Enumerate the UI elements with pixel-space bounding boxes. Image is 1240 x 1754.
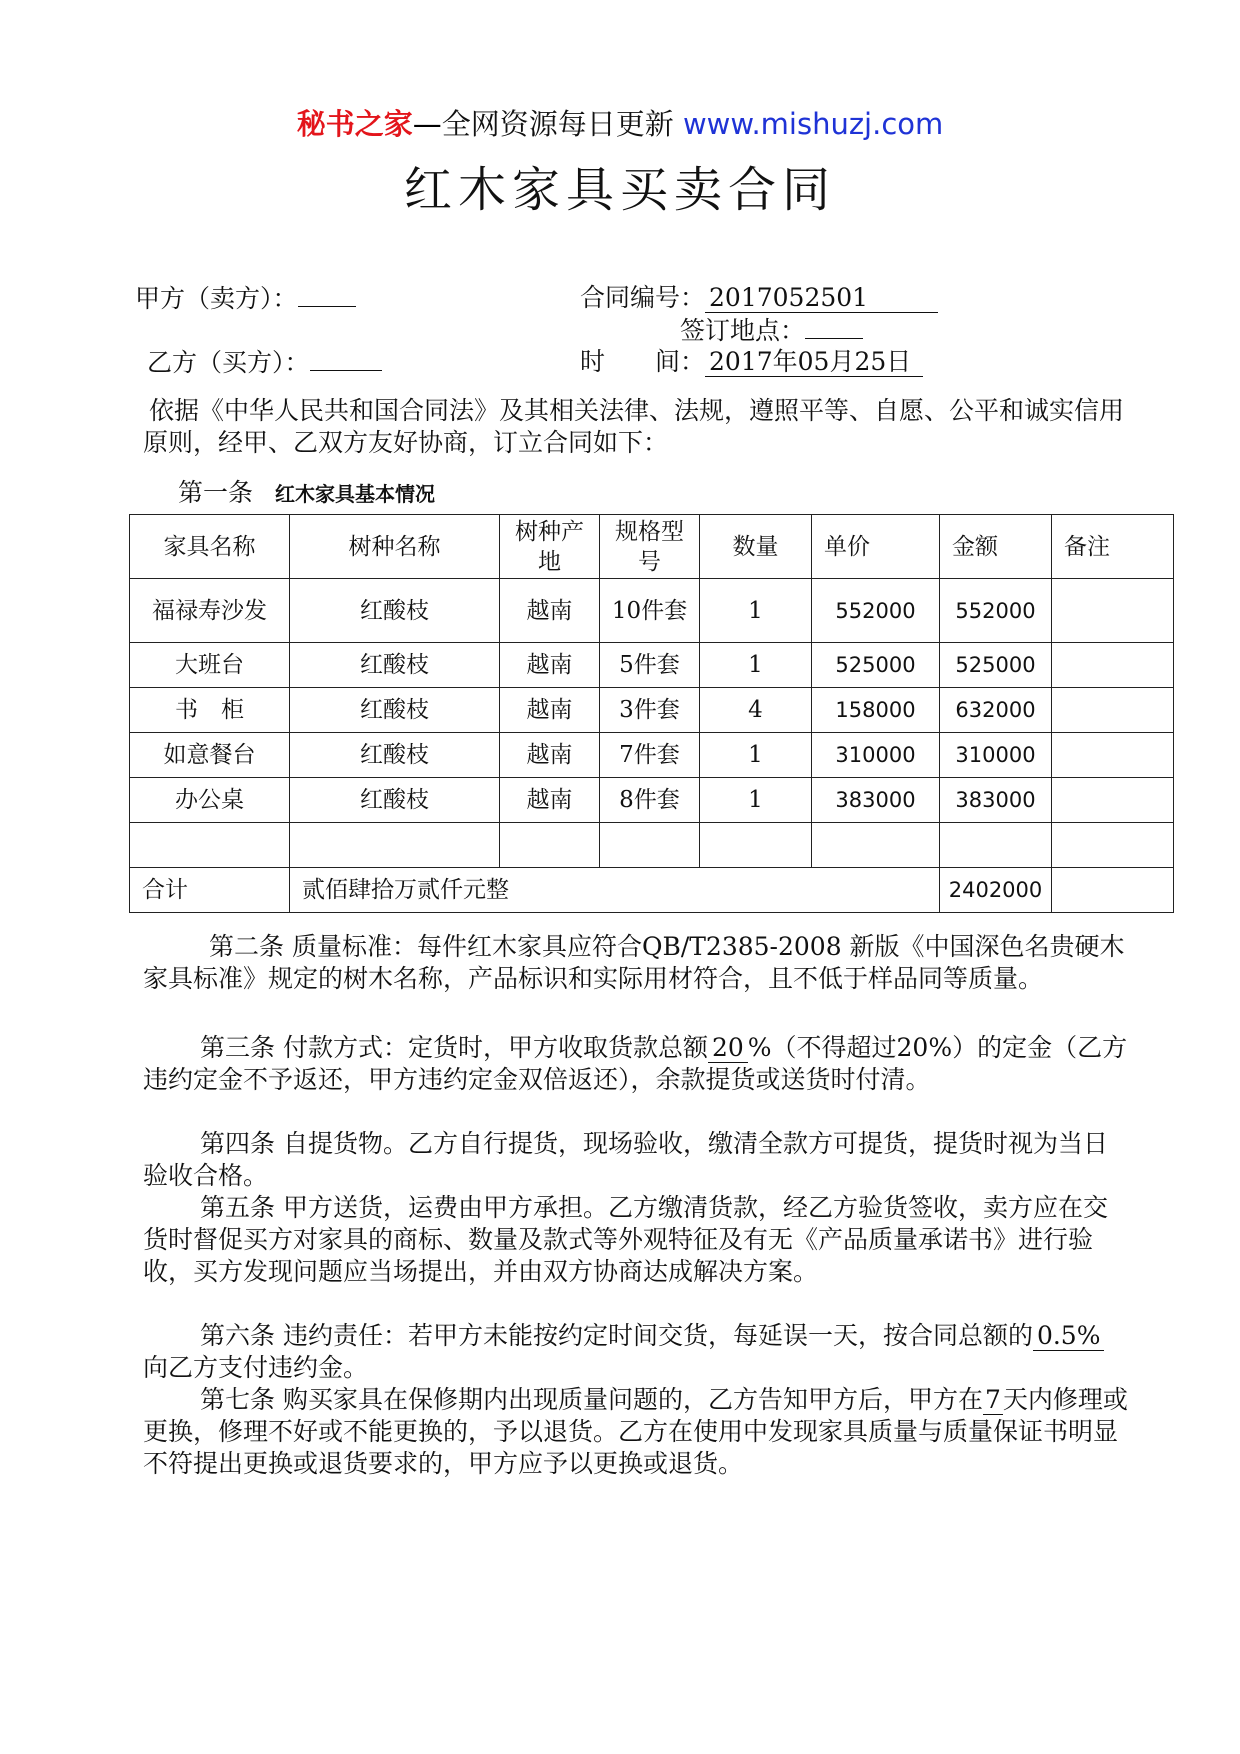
table-cell: 158000: [812, 688, 940, 733]
table-cell: [700, 823, 812, 868]
signing-place-label: 签订地点：: [680, 316, 806, 345]
table-cell: [1052, 868, 1174, 913]
article-7-text: 第七条 购买家具在保修期内出现质量问题的，乙方告知甲方后，甲方在7天内修理或更换，修理不好或不能更换的，予以退货。乙方在使用中发现家具质量与质量保证书明显不符提出更换或退货要求的，甲方应予以更换或退货。: [143, 1385, 1128, 1478]
table-cell: 越南: [500, 778, 600, 823]
signing-place-line: [680, 314, 863, 347]
penalty-rate: 0.5%: [1033, 1321, 1105, 1351]
table-cell: [1052, 733, 1174, 778]
header-cell: 单价: [812, 515, 940, 579]
table-cell: 383000: [812, 778, 940, 823]
table-row: [130, 733, 1174, 778]
table-cell: 越南: [500, 579, 600, 643]
table-total-row: [130, 868, 1174, 913]
time-line: [580, 346, 923, 378]
table-cell: 10件套: [600, 579, 700, 643]
article-5-text: 第五条 甲方送货，运费由甲方承担。乙方缴清货款，经乙方验货签收，卖方应在交货时督促买方对家具的商标、数量及款式等外观特征及有无《产品质量承诺书》进行验收，买方发现问题应当场提出，并由双方协商达成解决方案。: [143, 1193, 1108, 1286]
deposit-percent: 20: [708, 1033, 748, 1063]
table-cell: 310000: [812, 733, 940, 778]
table-row: [130, 688, 1174, 733]
table-cell: 1: [700, 778, 812, 823]
table-cell: 1: [700, 643, 812, 688]
table-row-empty: [130, 823, 1174, 868]
table-row: [130, 643, 1174, 688]
furniture-table: [129, 514, 1174, 913]
party-a-label: 甲方（卖方）：: [135, 284, 298, 313]
table-cell: 552000: [940, 579, 1052, 643]
table-cell: 4: [700, 688, 812, 733]
contract-no-value: 2017052501: [705, 283, 938, 313]
table-row: [130, 778, 1174, 823]
table-cell: [812, 823, 940, 868]
table-cell: [940, 823, 1052, 868]
table-cell: 1: [700, 733, 812, 778]
table-cell: 310000: [940, 733, 1052, 778]
table-cell: 大班台: [130, 643, 290, 688]
table-cell: [290, 823, 500, 868]
table-cell: 525000: [812, 643, 940, 688]
table-cell: 红酸枝: [290, 778, 500, 823]
party-a-line: [135, 282, 356, 315]
header-cell: 数量: [700, 515, 812, 579]
header-cell: 树种产地: [500, 515, 600, 579]
table-cell: 8件套: [600, 778, 700, 823]
document-title: 红木家具买卖合同: [403, 162, 836, 218]
total-label: 合计: [130, 868, 290, 913]
table-header-row: [130, 515, 1174, 579]
table-cell: 红酸枝: [290, 733, 500, 778]
table-cell: [1052, 579, 1174, 643]
table-cell: 1: [700, 579, 812, 643]
table-cell: [500, 823, 600, 868]
header-cell: 树种名称: [290, 515, 500, 579]
site-banner: [0, 104, 1240, 144]
article-4-text: 第四条 自提货物。乙方自行提货，现场验收，缴清全款方可提货，提货时视为当日验收合格。: [143, 1129, 1108, 1190]
table-cell: [130, 823, 290, 868]
header-cell: 规格型号: [600, 515, 700, 579]
party-b-line: [147, 346, 382, 379]
signing-place-blank: [805, 314, 863, 339]
table-cell: 红酸枝: [290, 643, 500, 688]
banner-tagline: 全网资源每日更新: [441, 107, 674, 141]
article-3-text: 第三条 付款方式：定货时，甲方收取货款总额 20 %（不得超过20%）的定金（乙方违约定金不予返还，甲方违约定金双倍返还），余款提货或送货时付清。: [143, 1033, 1128, 1094]
table-cell: 福禄寿沙发: [130, 579, 290, 643]
table-cell: 红酸枝: [290, 688, 500, 733]
banner-dash: —: [412, 107, 442, 141]
table-cell: 7件套: [600, 733, 700, 778]
time-label: 时 间：: [580, 347, 706, 376]
table-cell: 办公桌: [130, 778, 290, 823]
table-cell: 632000: [940, 688, 1052, 733]
article-3: [143, 1032, 1128, 1096]
party-a-blank: [298, 282, 356, 307]
table-cell: 如意餐台: [130, 733, 290, 778]
party-b-label: 乙方（买方）：: [147, 348, 310, 377]
table-cell: [1052, 778, 1174, 823]
section1-heading: [178, 477, 435, 510]
table-cell: 5件套: [600, 643, 700, 688]
header-cell: 备注: [1052, 515, 1174, 579]
table-cell: 红酸枝: [290, 579, 500, 643]
table-cell: [1052, 823, 1174, 868]
table-cell: 525000: [940, 643, 1052, 688]
table-cell: [600, 823, 700, 868]
article-2: [143, 931, 1128, 995]
table-cell: [1052, 688, 1174, 733]
table-row: [130, 579, 1174, 643]
section1-title: 红木家具基本情况: [275, 482, 436, 506]
intro-paragraph: 依据《中华人民共和国合同法》及其相关法律、法规，遵照平等、自愿、公平和诚实信用原则，经甲、乙双方友好协商，订立合同如下：: [143, 396, 1125, 457]
total-in-words: 贰佰肆拾万贰仟元整: [290, 868, 940, 913]
article-2-text: 第二条 质量标准：每件红木家具应符合QB/T2385-2008 新版《中国深色名贵硬木家具标准》规定的树木名称，产品标识和实际用材符合，且不低于样品同等质量。: [143, 932, 1125, 993]
article-6-text: 第六条 违约责任：若甲方未能按约定时间交货，每延误一天，按合同总额的 0.5%向乙方支付违约金。: [143, 1320, 1128, 1384]
repair-days: 7: [984, 1385, 1001, 1414]
article-7: [143, 1384, 1128, 1480]
table-cell: 383000: [940, 778, 1052, 823]
total-amount: 2402000: [940, 868, 1052, 913]
table-cell: 越南: [500, 643, 600, 688]
banner-url-link[interactable]: www.mishuzj.com: [682, 107, 944, 141]
table-cell: 越南: [500, 733, 600, 778]
contract-no-label: 合同编号：: [580, 283, 706, 312]
header-cell: 金额: [940, 515, 1052, 579]
table-cell: [1052, 643, 1174, 688]
article-4: [143, 1128, 1128, 1192]
table-cell: 越南: [500, 688, 600, 733]
table-cell: 552000: [812, 579, 940, 643]
party-b-blank: [310, 346, 382, 371]
contract-no-line: [580, 282, 938, 314]
article-6: [143, 1320, 1128, 1384]
header-cell: 家具名称: [130, 515, 290, 579]
table-cell: 书 柜: [130, 688, 290, 733]
article-5: [143, 1192, 1128, 1288]
section1-label: 第一条: [178, 478, 254, 507]
time-value: 2017年05月25日: [705, 347, 923, 377]
table-cell: 3件套: [600, 688, 700, 733]
banner-brand: 秘书之家: [296, 107, 413, 141]
